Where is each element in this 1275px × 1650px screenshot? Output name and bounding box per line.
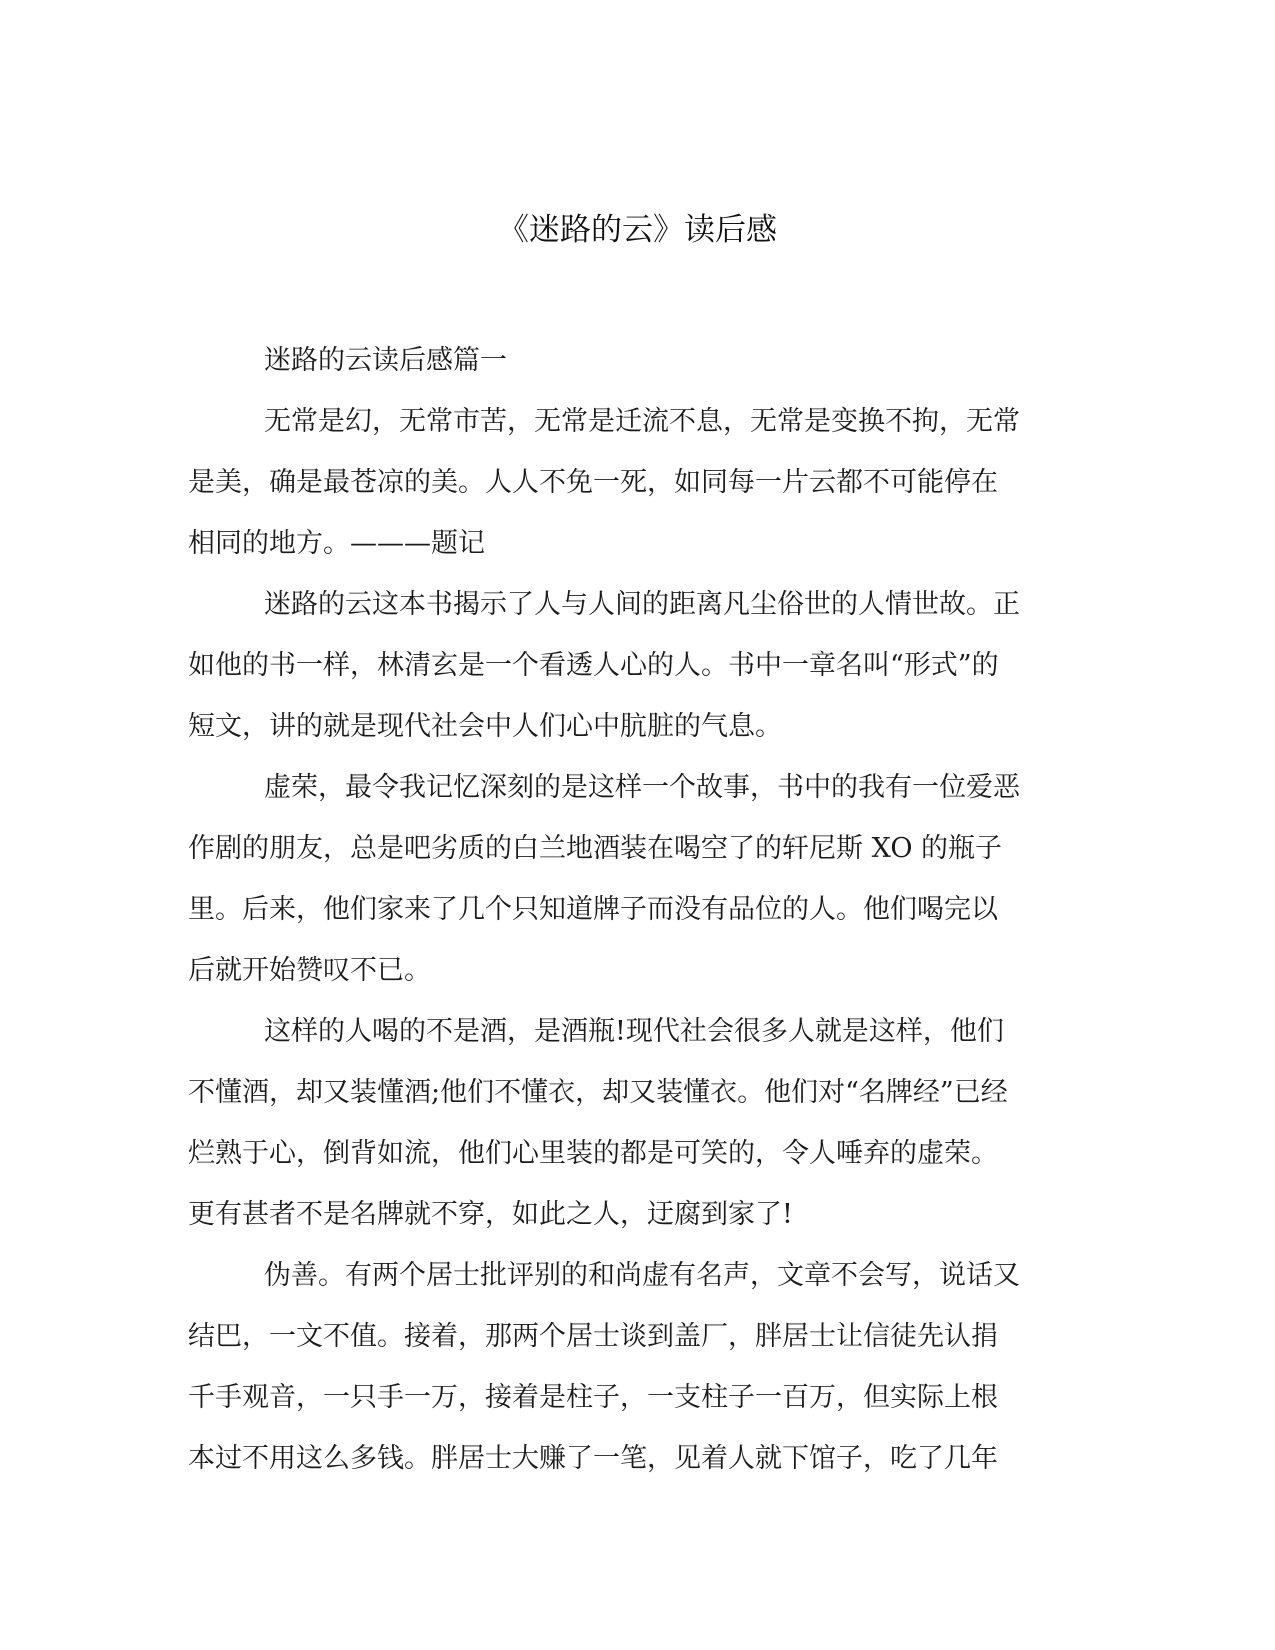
text-line: 作剧的朋友，总是吧劣质的白兰地酒装在喝空了的轩尼斯 XO 的瓶子 xyxy=(188,833,1003,864)
paragraph xyxy=(188,391,1068,574)
document-title: 《迷路的云》读后感 xyxy=(498,212,777,248)
paragraph xyxy=(188,1245,1068,1489)
text-line: 迷路的云这本书揭示了人与人间的距离凡尘俗世的人情世故。正 xyxy=(264,589,1020,620)
paragraph xyxy=(188,574,1068,757)
text-line: 这样的人喝的不是酒，是酒瓶!现代社会很多人就是这样，他们 xyxy=(264,1016,1004,1047)
text-line: 不懂酒，却又装懂酒;他们不懂衣，却又装懂衣。他们对“名牌经”已经 xyxy=(188,1077,1008,1108)
text-line: 后就开始赞叹不已。 xyxy=(188,955,431,986)
text-line: 如他的书一样，林清玄是一个看透人心的人。书中一章名叫“形式”的 xyxy=(188,650,999,681)
text-line: 短文，讲的就是现代社会中人们心中肮脏的气息。 xyxy=(188,711,782,742)
paragraph xyxy=(188,1001,1068,1245)
document-body xyxy=(188,330,1068,1489)
text-line: 无常是幻，无常市苦，无常是迁流不息，无常是变换不拘，无常 xyxy=(264,406,1020,437)
text-line: 结巴，一文不值。接着，那两个居士谈到盖厂，胖居士让信徒先认捐 xyxy=(188,1321,998,1352)
paragraph xyxy=(188,757,1068,1001)
text-line: 千手观音，一只手一万，接着是柱子，一支柱子一百万，但实际上根 xyxy=(188,1382,998,1413)
text-line: 迷路的云读后感篇一 xyxy=(264,345,507,376)
text-line: 更有甚者不是名牌就不穿，如此之人，迂腐到家了! xyxy=(188,1199,793,1230)
text-line: 相同的地方。———题记 xyxy=(188,528,485,559)
text-line: 伪善。有两个居士批评别的和尚虚有名声，文章不会写，说话又 xyxy=(264,1260,1020,1291)
text-line: 本过不用这么多钱。胖居士大赚了一笔，见着人就下馆子，吃了几年 xyxy=(188,1443,998,1474)
text-line: 烂熟于心，倒背如流，他们心里装的都是可笑的，令人唾弃的虚荣。 xyxy=(188,1138,998,1169)
text-line: 虚荣，最令我记忆深刻的是这样一个故事，书中的我有一位爱恶 xyxy=(264,772,1020,803)
paragraph xyxy=(188,330,1068,391)
text-line: 是美，确是最苍凉的美。人人不免一死，如同每一片云都不可能停在 xyxy=(188,467,998,498)
text-line: 里。后来，他们家来了几个只知道牌子而没有品位的人。他们喝完以 xyxy=(188,894,998,925)
